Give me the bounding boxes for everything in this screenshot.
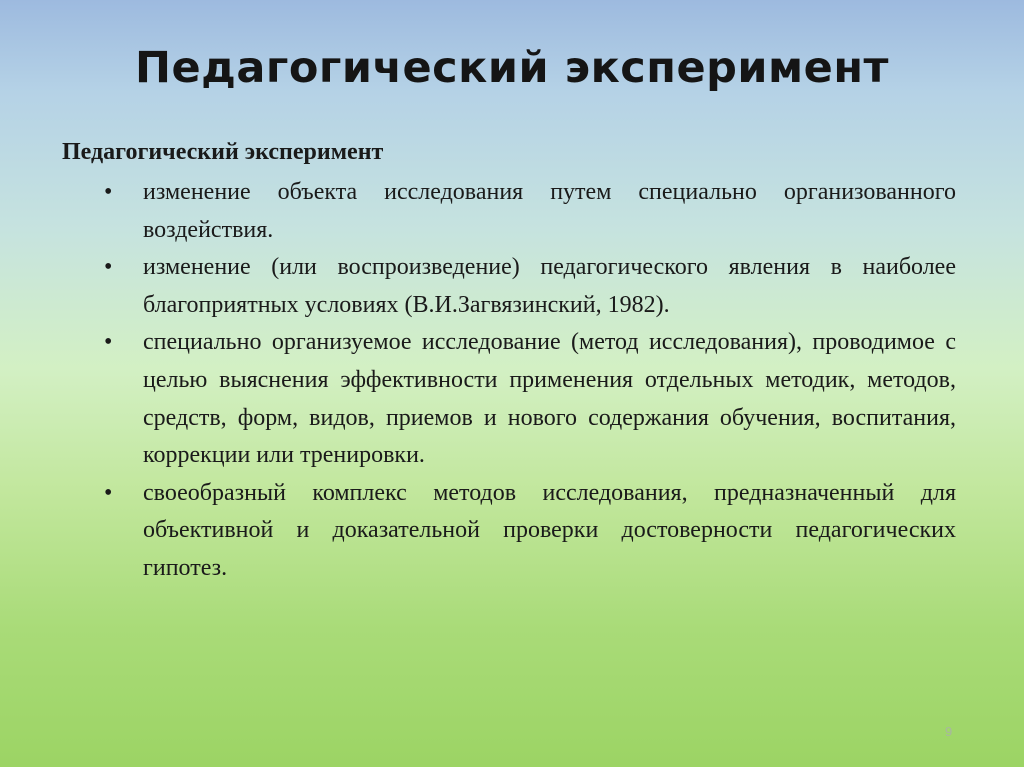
subheading: Педагогический эксперимент bbox=[62, 139, 384, 165]
bullet-item bbox=[62, 174, 956, 249]
slide-body bbox=[62, 134, 956, 588]
bullet-item bbox=[62, 324, 956, 474]
bullet-icon: • bbox=[104, 479, 113, 506]
bullet-item bbox=[62, 249, 956, 324]
page-number: 9 bbox=[945, 724, 953, 739]
bullet-icon: • bbox=[104, 254, 113, 281]
bullet-text: специально организуемое исследование (метод исследования), проводимое с целью выяснения эффективности применения отдельных методик, методов, средств, форм, видов, приемов и нового содержания обучения, воспитания, коррекции или тренировки. bbox=[143, 329, 956, 469]
bullet-list bbox=[62, 174, 956, 588]
slide-title: Педагогический эксперимент bbox=[135, 43, 889, 93]
bullet-text: своеобразный комплекс методов исследования, предназначенный для объективной и доказательной проверки достоверности педагогических гипотез. bbox=[143, 479, 956, 581]
bullet-icon: • bbox=[104, 329, 113, 356]
bullet-text: изменение (или воспроизведение) педагогического явления в наиболее благоприятных условиях (В.И.Загвязинский, 1982). bbox=[143, 254, 956, 318]
bullet-item bbox=[62, 475, 956, 588]
bullet-icon: • bbox=[104, 179, 113, 205]
bullet-text: изменение объекта исследования путем специально организованного воздействия. bbox=[143, 179, 956, 243]
